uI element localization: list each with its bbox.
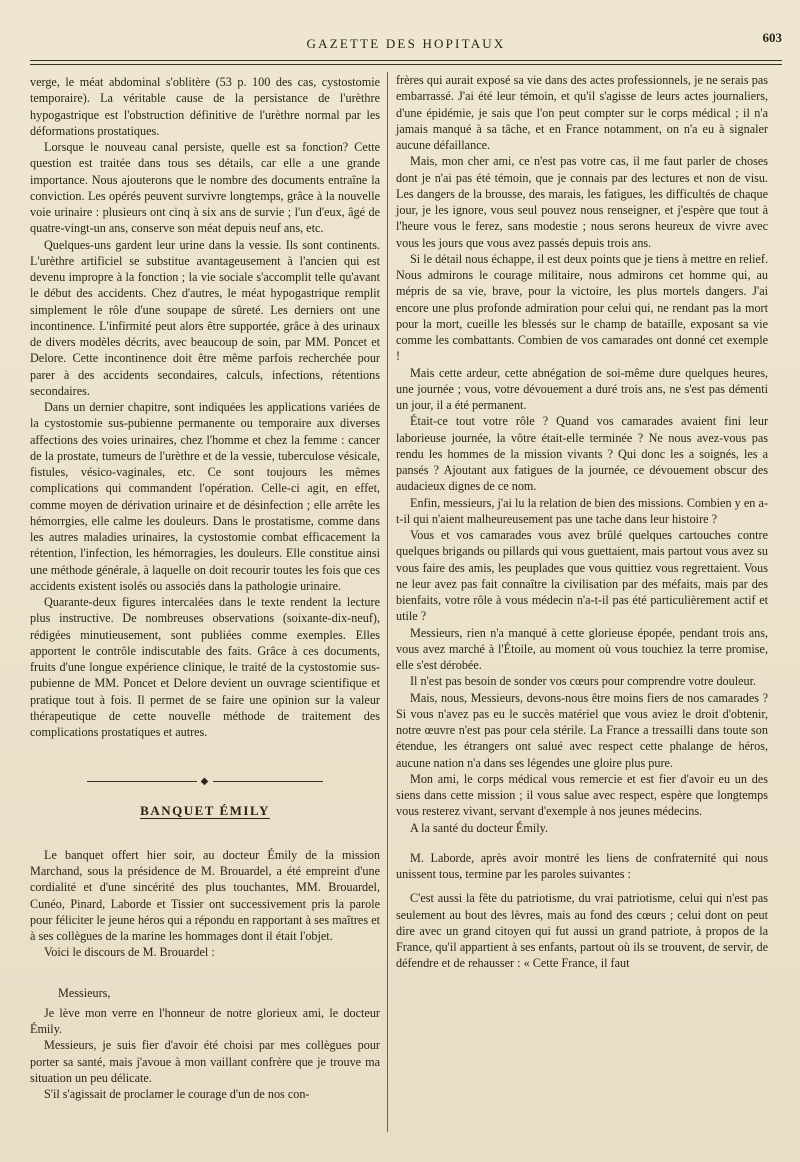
speech-paragraph: S'il s'agissait de proclamer le courage d'un de nos con- (44, 1087, 310, 1101)
speech-paragraph: Mon ami, le corps médical vous remercie et est fier d'avoir eu un des siens dans cette mission ; il vous salue avec respect, espère que longtemps vous resterez vivant, servant d'exemple à nos jeunes médecins. (396, 771, 768, 819)
header-rule-bottom (30, 64, 782, 65)
banquet-paragraph: Voici le discours de M. Brouardel : (44, 945, 215, 960)
banquet-paragraph: Le banquet offert hier soir, au docteur Émily de la mission Marchand, sous la présidence de M. Brouardel, a été empreint d'une cordialité et d'une sincérité des plus touchantes, MM. Brouardel, Cunéo, Pinard, Laborde et Tissier ont successivement pris la parole pour féliciter le jeune héros qui a répondu en rapportant à ses maîtres et à ses collègues de la marine les hommages dont il était l'objet. (30, 847, 380, 943)
speech-paragraph: frères qui aurait exposé sa vie dans des actes professionnels, je ne serais pas embarrassé. J'ai été leur témoin, et qu'il s'agisse de leurs actes journaliers, d'une épidémie, je sais que l'on peut compter sur le corps médical ; il n'a jamais manqué à sa tâche, et en France notamment, on n'a eu à signaler aucune défaillance. (396, 73, 768, 152)
speech-paragraph: Mais, nous, Messieurs, devons-nous être moins fiers de nos camarades ? Si vous n'avez pas eu le succès matériel que vous aviez le droit d'obtenir, notre œuvre n'est pas pour cela stérile. La France a tressailli dans toute son étendue, les étrangers ont salué avec respect cette phalange de héros, aucune nation n'a dans ses légendes une gloire plus pure. (396, 690, 768, 770)
speech-paragraph: Était-ce tout votre rôle ? Quand vos camarades avaient fini leur laborieuse journée, la vôtre était-elle terminée ? Ne nous avez-vous pas rendu les hommes de la mission vivants ? Qui donc les a soignés, les a pansés ? Ajoutant aux fatigues de la journée, ce dévouement obscur des audacieux dignes de ce nom. (396, 414, 768, 494)
speech-paragraph: Vous et vos camarades vous avez brûlé quelques cartouches contre quelques brigands ou pillards qui vous guettaient, mais partout vous avez su vous faire des amis, les peuplades que vous quittiez vous regrettaient. Vous ne leur avez pas fait connaître la civilisation par des méfaits, mais par des bienfaits, votre rôle à vous médecin n'a-t-il pas été particulièrement actif et utile ? (396, 528, 768, 624)
header-rule-top (30, 60, 782, 61)
section-ornament: ◆ (30, 774, 380, 790)
speech-paragraph: Mais cette ardeur, cette abnégation de soi-même dure quelques heures, une journée ; vous, votre dévouement a duré trois ans, ne s'est pas démenti un jour, il a été permanent. (396, 365, 768, 412)
article-paragraph: verge, le méat abdominal s'oblitère (53 p. 100 des cas, cystostomie temporaire). La véritable cause de la persistance de l'urèthre hypogastrique est l'obstruction définitive de l'urèthre normal par les déformations prostatiques. (30, 75, 380, 138)
article-paragraph: Quarante-deux figures intercalées dans le texte rendent la lecture plus instructive. De nombreuses observations (soixante-dix-neuf), rédigées minutieusement, sont publiées comme exemples. Elles apportent le contrôle indiscutable des faits. Grâce à ces documents, fruits d'une longue expérience clinique, le traité de la cystostomie sus-pubienne de MM. Poncet et Delore devient un ouvrage scientifique et pratique tout à fois. Il permet de se faire une opinion sur la valeur thérapeutique de cette nouvelle méthode de traitement des complications prostatiques et autres. (30, 595, 380, 739)
article-paragraph: Dans un dernier chapitre, sont indiquées les applications variées de la cystostomie sus-pubienne permanente ou temporaire aux diverses affections des voies urinaires, chez l'homme et chez la femme : cancer de la prostate, tumeurs de l'urèthre et de la vessie, tuberculose vésicale, fistules, vésico-vaginales, etc. Ce sont toujours les mêmes complications qui commandent l'opération. Celle-ci agit, en effet, comme moyen de dérivation urinaire et de désinfection ; elle arrête les hémorrgies, elle calme les douleurs. Dans le prostatisme, comme dans les autres maladies urinaires, la cystostomie combat efficacement la rétention, l'infection, les hémorragies, les douleurs. Elle constitue ainsi une méthode générale, à laquelle on doit recourir toutes les fois que ces accidents existent isolés ou associés dans la pathologie urinaire. (30, 400, 380, 593)
right-column (396, 72, 768, 972)
speech-paragraph: Messieurs, rien n'a manqué à cette glorieuse épopée, pendant trois ans, vous avez marché à l'Étoile, au moment où vous touchiez la terre promise, elle s'est dérobée. (396, 625, 768, 672)
speech-paragraph: Je lève mon verre en l'honneur de notre glorieux ami, le docteur Émily. (30, 1005, 380, 1036)
speech-paragraph: Messieurs, je suis fier d'avoir été choisi par mes collègues pour porter sa santé, mais j'avoue à mon vaillant confrère que je trouve ma situation un peu délicate. (30, 1038, 380, 1085)
laborde-paragraph: M. Laborde, après avoir montré les liens de confraternité qui nous unissent tous, termine par les paroles suivantes : (396, 850, 768, 881)
section-title: BANQUET ÉMILY (140, 802, 270, 818)
page-header (30, 30, 782, 60)
speech-paragraph: Si le détail nous échappe, il est deux points que je tiens à mettre en relief. Nous admirons le courage militaire, nous admirons cet homme qui, au mépris de sa vie, brave, pour la victoire, les plus mortels dangers. J'ai encore une plus profonde admiration pour celui qui, ne rendant pas la mort pour la mort, cueille les blessés sur le champ de bataille, exposant sa vie comme les combattants. Combien de vos camarades ont donné cet exemple ! (396, 251, 768, 364)
speech-paragraph: Mais, mon cher ami, ce n'est pas votre cas, il me faut parler de choses dont je n'ai pas été témoin, que je connais par des lectures et non de visu. Les dangers de la brousse, des marais, les fatigues, les difficultés de chaque jour, je les ignore, vous seul pouvez nous renseigner, et j'espère que tout à l'heure vous le ferez, sans modestie ; nous serons heureux de vivre avec vous les jours que vous avez passés depuis trois ans. (396, 154, 768, 250)
column-divider (387, 72, 388, 1132)
left-column (30, 74, 380, 1102)
speech-salutation: Messieurs, (58, 985, 111, 1000)
journal-title: GAZETTE DES HOPITAUX (306, 36, 506, 51)
speech-toast: A la santé du docteur Émily. (410, 820, 548, 835)
page-number: 603 (762, 30, 782, 45)
article-paragraph: Lorsque le nouveau canal persiste, quelle est sa fonction? Cette question est traitée dans tous ses détails, car elle a une grande importance. Nous ajouterons que le nombre des documents entraîne la conviction. Les opérés peuvent survivre longtemps, grâce à la nouvelle voie urinaire : plusieurs ont cinq à six ans de survie ; l'un d'eux, âgé de quatre-vingt-un ans, conserve son méat depuis neuf ans, etc. (30, 140, 380, 236)
laborde-paragraph: C'est aussi la fête du patriotisme, du vrai patriotisme, celui qui n'est pas seulement au bout des lèvres, mais au fond des cœurs ; celui dont on peut dire avec un grand citoyen qui fut aussi un grand patriote, à propos de la France, qu'il appartient à ses enfants, partout où ils se trouvent, de servir, de défendre et de rehausser : « Cette France, il faut (396, 891, 768, 971)
article-paragraph: Quelques-uns gardent leur urine dans la vessie. Ils sont continents. L'urèthre artificiel se substitue avantageusement à l'ancien qui est devenu impropre à la fonction ; la vie sociale s'accomplit telle qu'avant le début des accidents. Chez d'autres, le méat hypogastrique remplit simplement le rôle d'une soupape de sûreté. Les derniers ont une incontinence. L'infirmité peut alors être supportée, grâce à des urinaux de divers modèles décrits, avec beaucoup de soin, par MM. Poncet et Delore. Cette incontinence doit être même parfois recherchée pour parer à des accidents secondaires, calculs, infections, rétentions secondaires. (30, 237, 380, 398)
speech-paragraph: Il n'est pas besoin de sonder vos cœurs pour comprendre votre douleur. (410, 674, 757, 689)
speech-paragraph: Enfin, messieurs, j'ai lu la relation de bien des missions. Combien y en a-t-il qui n'aient malheureusement pas une tache dans leur histoire ? (396, 495, 768, 526)
